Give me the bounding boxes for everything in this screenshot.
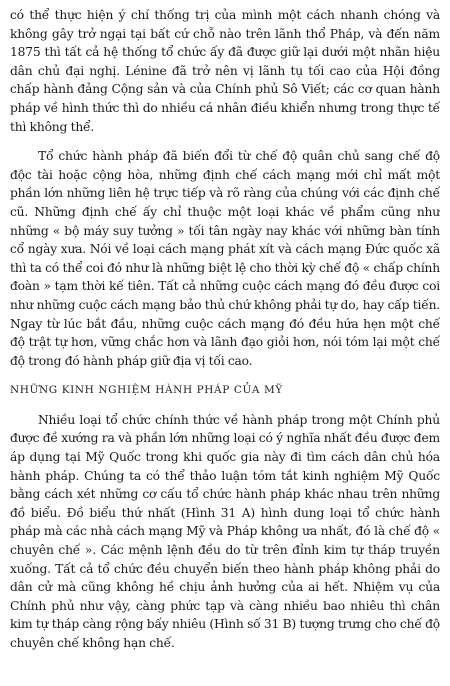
section-heading: NHỮNG KINH NGHIỆM HÀNH PHÁP CỦA MỸ bbox=[10, 384, 283, 397]
section-spacer bbox=[10, 370, 440, 381]
paragraph-continued: có thể thực hiện ý chí thống trị của mình một cách nhanh chóng và không gây trở ngại tại bất cứ chỗ nào trên lãnh thổ Pháp, và đến năm 1875 thì tất cả hệ thống tổ chức ấy đã được giữ lại dưới một nhãn hiệu dân chủ đại nghị. Lénine đã trở nên vị lãnh tụ tối cao của Hội đồng chấp hành đảng Cộng sản và của Chính phủ Sô Viết; các cơ quan hành pháp về hình thức thì do nhiều cá nhân điều khiển nhưng trong thực tế thì không thể. bbox=[10, 8, 440, 134]
heading-spacer bbox=[10, 400, 440, 411]
paragraph-us-experience: Nhiều loại tổ chức chính thức về hành pháp trong một Chính phủ được đề xướng ra và phần lớn những loại có ý nghĩa nhất đều được đem áp dụng tại Mỹ Quốc trong khi quốc gia này đi tìm cách dân chủ hóa hành pháp. Chúng ta có thể thảo luận tóm tắt kinh nghiệm Mỹ Quốc bằng cách xét những cơ cấu tổ chức hành pháp khác nhau trên những đồ biểu. Đồ biểu thứ nhất (Hình 31 A) hình dung loại tổ chức hành pháp mà các nhà cách mạng Mỹ và Pháp không ưa nhất, đó là chế độ « chuyên chế ». Các mệnh lệnh đều do từ trên đỉnh kim tự tháp truyền xuống. Tất cả tổ chức đều chuyển biến theo hành pháp không phải do dân cử mà cũng không hề chịu ảnh hưởng của ai hết. Nhiệm vụ của Chính phủ như vậy, càng phức tạp và càng nhiều bao nhiêu thì chân kim tự tháp càng rộng bấy nhiêu (Hình số 31 B) tượng trưng cho chế độ chuyên chế không hạn chế. bbox=[10, 412, 440, 650]
paragraph-spacer bbox=[10, 136, 440, 147]
paragraph-executive-evolution: Tổ chức hành pháp đã biến đổi từ chế độ quân chủ sang chế độ độc tài hoặc cộng hòa, những định chế cách mạng mới chỉ mất một phần lớn những liên hệ trực tiếp và rõ ràng của chúng với các định chế cũ. Những định chế ấy chỉ thuộc một loại khác về phẩm cũng như những « bộ máy suy tưởng » tối tân ngày nay khác với những bàn tính cổ ngày xưa. Nói về loại cách mạng phát xít và cách mạng Đức quốc xã thì ta có thể coi đó như là những biệt lệ cho thời kỳ chế độ « chấp chính đoàn » tạm thời kế tiên. Tất cả những cuộc cách mạng đó đều được coi như những cuộc cách mạng bảo thủ chứ không phải tự do, hay cấp tiến. Ngay từ lúc bắt đầu, những cuộc cách mạng đó đều hứa hẹn một chế độ trật tự hơn, vững chắc hơn và lãnh đạo giỏi hơn, nói tóm lại một chế độ trong đó hành pháp giữ địa vị tối cao. bbox=[10, 149, 440, 368]
document-page bbox=[10, 6, 440, 682]
